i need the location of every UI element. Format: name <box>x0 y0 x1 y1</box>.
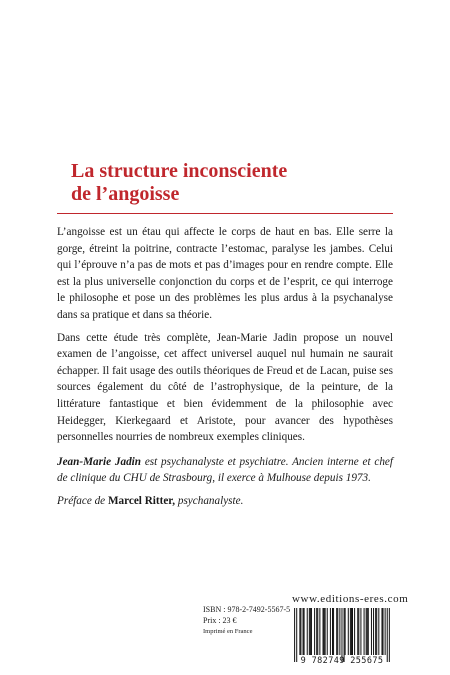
barcode-bar <box>319 608 320 655</box>
title-divider <box>57 213 393 214</box>
book-title <box>71 160 287 206</box>
barcode-bar <box>375 608 376 655</box>
barcode-bar <box>323 608 324 655</box>
author-name: Jean-Marie Jadin <box>57 455 141 468</box>
barcode-bar <box>368 608 369 655</box>
barcode-bar <box>309 608 310 655</box>
barcode-bar <box>304 608 305 655</box>
barcode-bar <box>387 608 388 662</box>
barcode-bar <box>300 608 301 655</box>
barcode-bar <box>385 608 386 655</box>
barcode-bar <box>303 608 304 655</box>
preface-role: psychanalyste. <box>175 494 244 507</box>
preface-credit <box>57 493 393 510</box>
barcode-bar <box>332 608 333 655</box>
barcode-bar <box>339 608 340 655</box>
book-title-line-2: de l’angoisse <box>71 183 180 205</box>
description-paragraph-2: Dans cette étude très complète, Jean-Marie Jadin propose un nouvel examen de l’angoisse, cet affect universel auquel nul humain ne saurait échapper. Il fait usage des outils théoriques de Freud et de Lacan, puise ses sources également du côté de l’astrophysique, de la peinture, de la littérature fantastique et bien évidemment de la philosophie avec Heidegger, Kierkegaard et Aristote, pour avancer des hypothèses personnelles nourries de nombreux exemples cliniques. <box>57 331 393 444</box>
barcode-bar <box>360 608 361 655</box>
price: Prix : 23 € <box>203 616 237 625</box>
barcode-digits: 9 782749 255675 <box>300 656 384 666</box>
barcode-bar <box>299 608 300 655</box>
barcode-bar <box>371 608 372 655</box>
printed-in: Imprimé en France <box>203 628 253 635</box>
author-bio <box>57 454 393 487</box>
barcode-bar <box>352 608 353 655</box>
barcode-bar <box>324 608 325 655</box>
barcode-bar <box>354 608 355 655</box>
barcode-bar <box>327 608 328 655</box>
preface-author-name: Marcel Ritter, <box>107 494 176 507</box>
barcode-bar <box>350 608 351 655</box>
barcode-bar <box>310 608 311 655</box>
barcode-bar <box>317 608 318 655</box>
barcode-bar <box>296 608 297 662</box>
barcode-bar <box>314 608 315 655</box>
barcode <box>292 608 392 666</box>
barcode-bar <box>325 608 326 655</box>
barcode-bar <box>364 608 365 655</box>
barcode-bar <box>373 608 374 655</box>
barcode-bar <box>389 608 390 662</box>
book-title-line-1: La structure inconsciente <box>71 160 288 182</box>
barcode-bar <box>294 608 295 662</box>
barcode-bar <box>330 608 331 655</box>
barcode-bar <box>381 608 382 655</box>
barcode-bar <box>351 608 352 655</box>
isbn-number: ISBN : 978-2-7492-5567-5 <box>203 605 291 614</box>
back-cover-description <box>57 224 393 516</box>
barcode-bar <box>348 608 349 655</box>
barcode-bar <box>311 608 312 655</box>
barcode-bar <box>336 608 337 655</box>
barcode-bar <box>358 608 359 655</box>
barcode-bar <box>357 608 358 655</box>
barcode-bar <box>367 608 368 655</box>
description-paragraph-1: L’angoisse est un étau qui affecte le corps de haut en bas. Elle serre la gorge, étreint la poitrine, contracte l’estomac, paralyse les jambes. Celui qui l’éprouve n’a pas de mots et pas d’images pour en rendre compte. Elle est la plus universelle conjonction du corps et de l’esprit, ce qui interroge le philosophe et pose un des problèmes les plus ardus à la psychanalyse dans sa pratique et dans sa théorie. <box>57 226 393 321</box>
isbn-block <box>203 604 290 637</box>
barcode-bar <box>333 608 334 655</box>
barcode-bar <box>307 608 308 655</box>
barcode-bar <box>337 608 338 655</box>
barcode-bar <box>345 608 346 655</box>
author-bio-text: est psychanalyste et psychiatre. Ancien interne et chef de clinique du CHU de Strasbourg, il exerce à Mulhouse depuis 1973. <box>57 455 393 485</box>
barcode-bar <box>376 608 377 655</box>
barcode-bar <box>366 608 367 655</box>
barcode-bar <box>383 608 384 655</box>
barcode-bar <box>341 608 342 662</box>
publisher-website: www.editions-eres.com <box>292 593 409 605</box>
barcode-bar <box>378 608 379 655</box>
barcode-bar <box>316 608 317 655</box>
barcode-bar <box>344 608 345 662</box>
preface-prefix: Préface de <box>57 494 108 507</box>
